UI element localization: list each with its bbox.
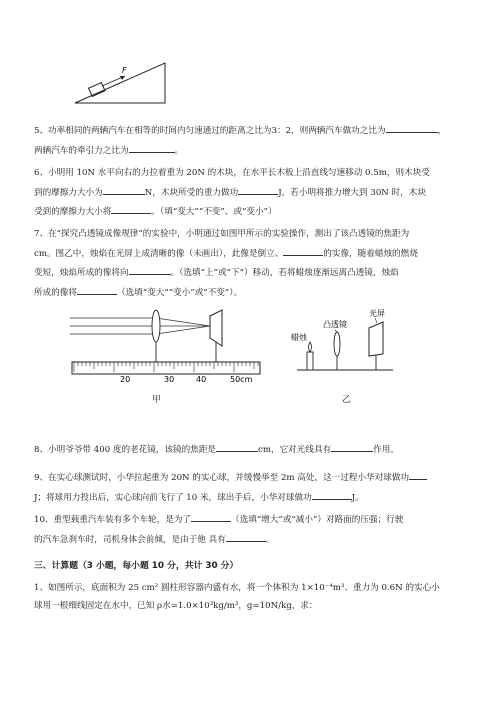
q10-text: 10、重型载重汽车装有多个车轮，是为了 (34, 515, 192, 525)
candle-label: 蜡烛 (291, 333, 307, 342)
q6-text: 到的摩擦力大小为 (34, 187, 103, 198)
incline-triangle (75, 63, 165, 103)
q7-text: 。（选填“上”或“下”）移动，若将蜡烛逐渐远离凸透镜，烛焰 (170, 268, 399, 278)
q7-blank-2[interactable] (129, 263, 171, 275)
ruler-label-40: 40 (196, 375, 207, 383)
q6-text: 受到的摩擦力大小将 (34, 207, 112, 217)
caption-jia: 甲 (152, 395, 161, 405)
q6-blank-2[interactable] (238, 183, 278, 195)
q5-line1-end: ， (437, 126, 447, 136)
q9-text: J。 (351, 492, 364, 503)
question-7 (34, 226, 472, 302)
q8-text: cm，它对光线具有 (258, 445, 332, 455)
q6-text: 。（填“变大”“不变”、或“变小”） (151, 207, 277, 217)
q6-blank-3[interactable] (111, 202, 151, 214)
q7-text: （选填“变大”“变小”或“不变”）。 (116, 287, 243, 298)
calc1-line1: 1、如图所示，底面积为 25 cm² 圆柱形容器内盛有水，将一个体积为 1×10⁻⁴m³、重力为 0.6N 的实心小 (34, 583, 440, 593)
q8-blank-2[interactable] (331, 440, 373, 452)
q7-text: 变短，烛焰所成的像将向 (34, 268, 129, 278)
q8-text: 作用。 (373, 445, 399, 455)
q6-blank-1[interactable] (103, 183, 145, 195)
q6-text: J，若小明将推力增大到 30N 时，木块 (278, 187, 426, 198)
q7-text: cm。图乙中，烛焰在光屏上成清晰的像（未画出），此像是倒立、 (34, 248, 284, 259)
figure-jia-lens-ruler (70, 308, 270, 383)
convex-lens (334, 332, 340, 356)
ruler-label-20: 20 (120, 375, 131, 383)
screen-label: 光屏 (369, 309, 385, 318)
question-6 (34, 165, 472, 222)
lens-label: 凸透镜 (323, 320, 347, 329)
pointer-line (335, 330, 337, 332)
q7-blank-1[interactable] (283, 244, 323, 256)
q7-line1: 7、在“探究凸透镜成像规律”的实验中，小明通过如图甲所示的实验操作，测出了该凸透镜的焦距为 (34, 229, 410, 239)
light-ray (156, 318, 210, 326)
q7-blank-3[interactable] (77, 283, 117, 295)
q5-blank-2[interactable] (129, 141, 175, 153)
q7-text: 的实像，随着蜡烛的燃烧 (323, 248, 418, 259)
candle (307, 352, 313, 370)
calculation-1 (34, 580, 472, 615)
q9-text: J；将球用力投出后，实心球向前飞行了 10 米，球出手后，小华对球做功 (34, 492, 312, 503)
q10-text: 的汽车急刹车时，司机身体会前倾，是由于他 具有 (34, 534, 226, 545)
question-10 (34, 510, 472, 549)
block (89, 83, 105, 97)
q8-blank-1[interactable] (216, 440, 258, 452)
section-heading: 三、计算题（3 小题，每小题 10 分，共计 30 分） (34, 561, 239, 571)
light-screen (210, 310, 222, 346)
question-8 (34, 440, 472, 460)
q9-blank-1[interactable] (409, 468, 427, 480)
candle-flame (309, 342, 312, 352)
q5-blank-1[interactable] (386, 121, 438, 133)
q9-text: 9、在实心球测试时，小华拉起重为 20N 的实心球，并缓慢举至 2m 高处，这一过程小华对球做功 (34, 473, 410, 483)
ruler-label-30: 30 (164, 375, 175, 383)
q10-text: 。 (265, 534, 275, 545)
light-ray (156, 326, 210, 334)
q10-blank-2[interactable] (226, 530, 266, 542)
convex-lens (152, 310, 160, 342)
q6-line1: 6、小明用 10N 水平向右的力拉着重为 20N 的木块，在水平长木板上沿直线匀速移动 0.5m，则木块受 (34, 168, 430, 178)
incline-figure (70, 55, 180, 107)
question-9 (34, 468, 472, 507)
question-5 (34, 121, 472, 160)
q10-blank-1[interactable] (191, 510, 231, 522)
q6-text: N，木块所受的重力做功 (144, 187, 239, 198)
q5-line2-end: 。 (174, 145, 184, 156)
pointer-line (375, 318, 377, 323)
calc1-line2: 球用一根细线固定在水中，已知 ρ水=1.0×10³kg/m³，g=10N/kg，求： (34, 600, 318, 611)
q9-blank-2[interactable] (312, 488, 352, 500)
figure-yi-candle-lens-screen (285, 308, 405, 383)
ruler-label-50cm: 50cm (230, 375, 253, 383)
q5-line2: 两辆汽车的牵引力之比为 (34, 145, 129, 156)
q7-text: 所成的像将 (34, 287, 77, 298)
force-label: F (122, 66, 127, 75)
q8-text: 8、小明爷爷带 400 度的老花镜，该镜的焦距是 (34, 445, 217, 455)
q5-line1: 5、功率相同的两辆汽车在相等的时间内匀速通过的距离之比为3：2，则两辆汽车做功之比为 (34, 126, 386, 136)
light-screen (369, 322, 383, 356)
q10-text: （选填“增大”或“减小”）对路面的压强；行驶 (231, 515, 404, 525)
caption-yi: 乙 (342, 395, 351, 405)
